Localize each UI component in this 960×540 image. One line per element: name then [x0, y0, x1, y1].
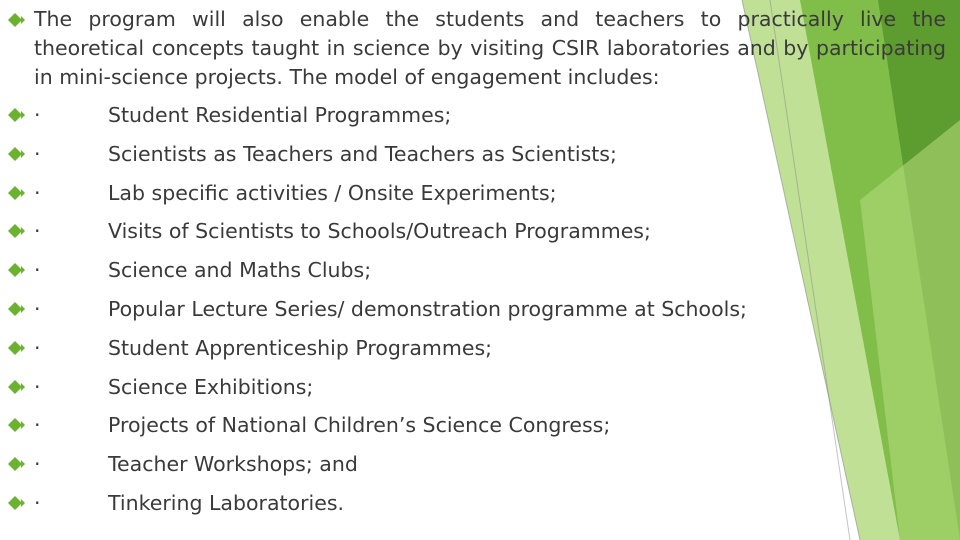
diamond-arrow-icon	[8, 302, 26, 316]
diamond-arrow-icon	[8, 263, 26, 277]
sub-bullet-dot: ·	[34, 141, 41, 166]
diamond-arrow-icon	[8, 186, 26, 200]
list-item-label: Projects of National Children’s Science Congress;	[108, 413, 611, 438]
list-item	[0, 216, 940, 246]
list-item	[0, 178, 940, 208]
list-item-label: Science and Maths Clubs;	[108, 258, 372, 283]
diamond-arrow-icon	[8, 341, 26, 355]
list-item	[0, 100, 940, 130]
list-item-label: Student Apprenticeship Programmes;	[108, 335, 493, 360]
list-item-label: Lab specific activities / Onsite Experiments;	[108, 180, 557, 205]
list-item-label: Tinkering Laboratories.	[108, 491, 345, 515]
diamond-arrow-icon	[8, 147, 26, 161]
list-item-label: Teacher Workshops; and	[108, 452, 358, 477]
sub-bullet-dot: ·	[34, 180, 41, 205]
diamond-arrow-icon	[8, 13, 26, 27]
sub-bullet-dot: ·	[34, 297, 41, 321]
diamond-arrow-icon	[8, 418, 26, 432]
diamond-arrow-icon	[8, 380, 26, 394]
sub-bullet-dot: ·	[34, 258, 41, 283]
list-item	[0, 449, 940, 479]
list-item	[0, 333, 940, 363]
sub-bullet-dot: ·	[34, 413, 41, 438]
intro-paragraph: The program will also enable the students and teachers to practically live the theoretical concepts taught in science by visiting CSIR laboratories and by participating in mini-science projects. The model of engagement includes:	[34, 7, 946, 89]
list-item	[0, 294, 940, 324]
diamond-arrow-icon	[8, 457, 26, 471]
diamond-arrow-icon	[8, 224, 26, 238]
sub-bullet-dot: ·	[34, 374, 41, 399]
list-item	[0, 139, 940, 169]
list-item-label: Scientists as Teachers and Teachers as Scientists;	[108, 141, 617, 166]
sub-bullet-dot: ·	[34, 491, 41, 515]
sub-bullet-dot: ·	[34, 335, 41, 360]
sub-bullet-dot: ·	[34, 103, 41, 127]
list-item-label: Popular Lecture Series/ demonstration programme at Schools;	[108, 297, 747, 321]
diamond-arrow-icon	[8, 108, 26, 122]
diamond-arrow-icon	[8, 496, 26, 510]
list-item	[0, 488, 940, 518]
list-item	[0, 255, 940, 285]
list-item	[0, 372, 940, 402]
list-item	[0, 410, 940, 440]
list-item-label: Visits of Scientists to Schools/Outreach Programmes;	[108, 219, 651, 244]
list-item-label: Science Exhibitions;	[108, 374, 314, 399]
sub-bullet-dot: ·	[34, 219, 41, 244]
list-item-label: Student Residential Programmes;	[108, 103, 452, 127]
sub-bullet-dot: ·	[34, 452, 41, 477]
